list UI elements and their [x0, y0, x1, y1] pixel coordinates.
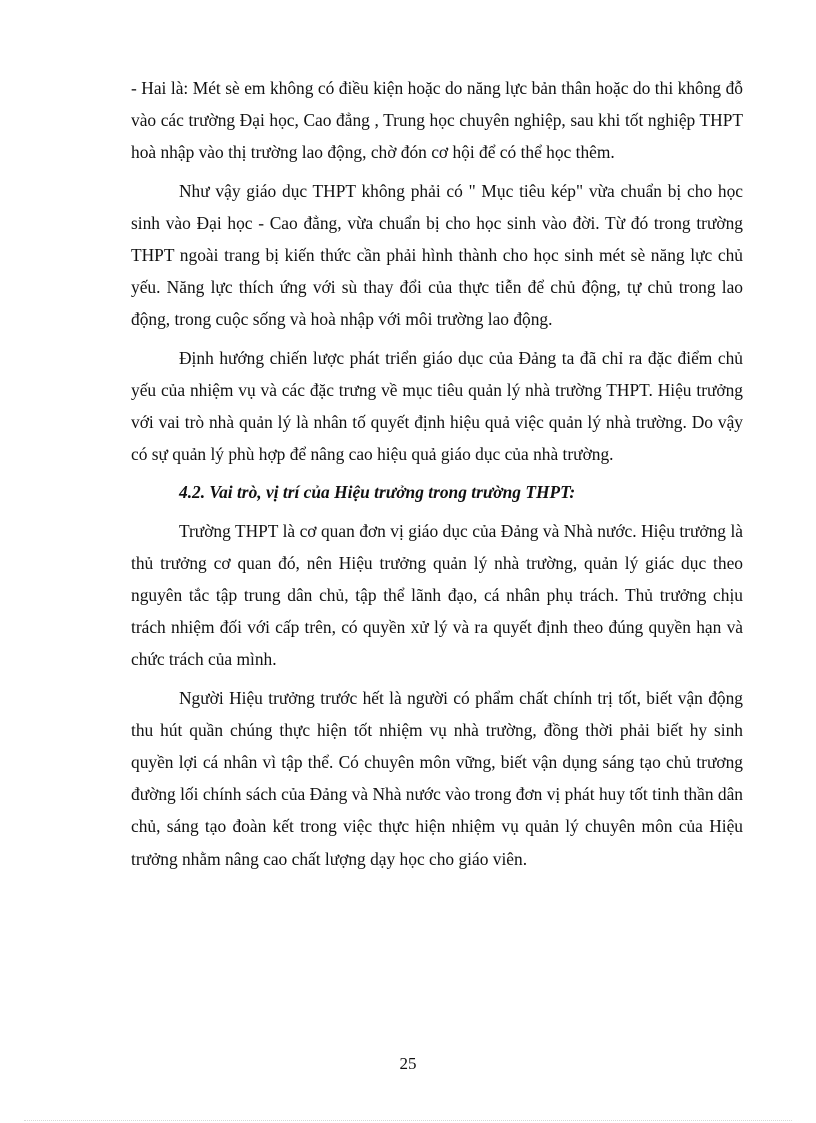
document-page — [131, 72, 743, 881]
section-heading: 4.2. Vai trò, vị trí của Hiệu trưởng trong trường THPT: — [179, 482, 576, 503]
page-number: 25 — [399, 1054, 417, 1073]
paragraph-hai-la: - Hai là: Mét sè em không có điều kiện hoặc do năng lực bản thân hoặc do thi không đỗ vào các trường Đại học, Cao đẳng , Trung học chuyên nghiệp, sau khi tốt nghiệp THPT hoà nhập vào thị trường lao động, chờ đón cơ hội để có thể học thêm. — [131, 78, 743, 163]
paragraph-muc-tieu-kep: Như vậy giáo dục THPT không phải có " Mục tiêu kép" vừa chuẩn bị cho học sinh vào Đại học - Cao đẳng, vừa chuẩn bị cho học sinh vào đời. Từ đó trong trường THPT ngoài trang bị kiến thức cần phải hình thành cho học sinh mét sè năng lực chủ yếu. Năng lực thích ứng với sù thay đổi của thực tiễn để chủ động, tự chủ trong lao động, trong cuộc sống và hoà nhập với môi trường lao động. — [131, 180, 743, 330]
paragraph-nguoi-hieu-truong: Người Hiệu trưởng trước hết là người có phẩm chất chính trị tốt, biết vận động thu hút quần chúng thực hiện tốt nhiệm vụ nhà trường, đồng thời phải biết hy sinh quyền lợi cá nhân vì tập thể. Có chuyên môn vững, biết vận dụng sáng tạo chủ trương đường lối chính sách của Đảng và Nhà nước vào trong đơn vị phát huy tốt tinh thần dân chủ, sáng tạo đoàn kết trong việc thực hiện nhiệm vụ quản lý chuyên môn của Hiệu trưởng nhằm nâng cao chất lượng dạy học cho giáo viên. — [131, 687, 743, 869]
page-bottom-divider — [24, 1120, 792, 1121]
paragraph-dinh-huong: Định hướng chiến lược phát triển giáo dục của Đảng ta đã chỉ ra đặc điểm chủ yếu của nhiệm vụ và các đặc trưng về mục tiêu quản lý nhà trường THPT. Hiệu trưởng với vai trò nhà quản lý là nhân tố quyết định hiệu quả việc quản lý nhà trường. Do vậy có sự quản lý phù hợp để nâng cao hiệu quả giáo dục của nhà trường. — [131, 347, 743, 465]
paragraph-truong-thpt: Trường THPT là cơ quan đơn vị giáo dục của Đảng và Nhà nước. Hiệu trưởng là thủ trưởng cơ quan đó, nên Hiệu trưởng quản lý nhà trường, quản lý giác dục theo nguyên tắc tập trung dân chủ, tập thể lãnh đạo, cá nhân phụ trách. Thủ trưởng chịu trách nhiệm đối với cấp trên, có quyền xử lý và ra quyết định theo đúng quyền hạn và chức trách của mình. — [131, 520, 743, 670]
